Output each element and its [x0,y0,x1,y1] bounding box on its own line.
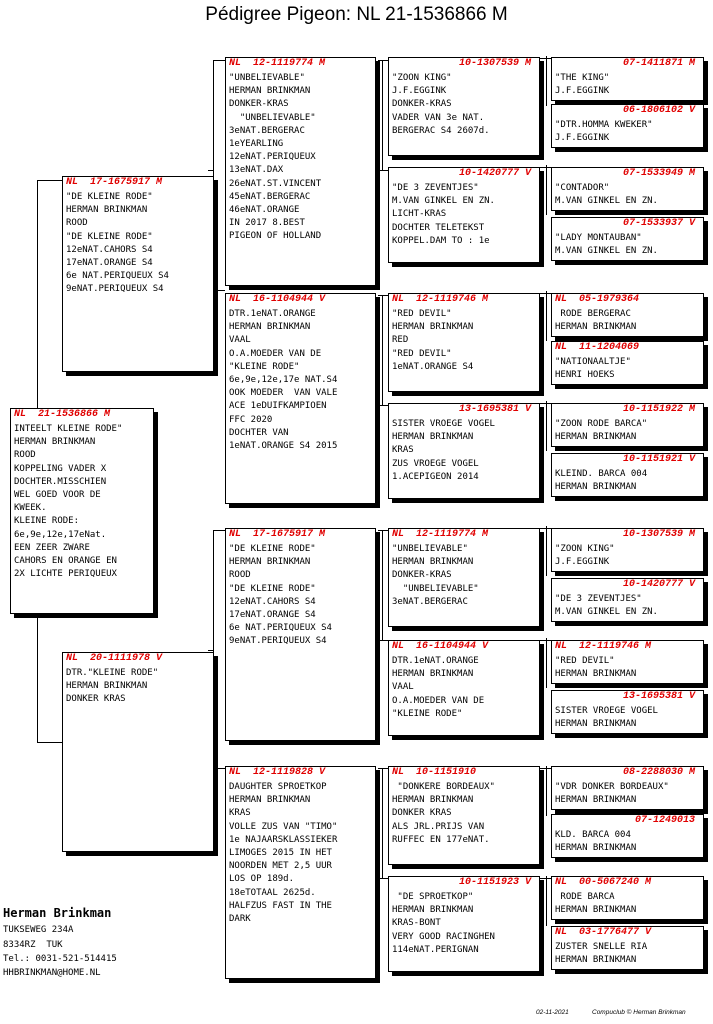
great-grandparent-card [388,57,540,156]
pigeon-details [63,665,213,707]
pigeon-details [389,70,539,138]
ring-number: 07-1533949 M [622,168,695,179]
detail-line: DONKER-KRAS [392,99,452,110]
detail-line: J.F.EGGINK [555,133,610,144]
connector-line [378,768,388,769]
great-grandparent-card [388,293,540,392]
great-great-grandparent-card [551,814,704,858]
detail-line: "KLEINE RODE" [392,708,463,719]
pigeon-details [552,230,703,258]
ring-number: NL 17-1675917 M [229,529,326,540]
detail-line: CAHORS EN ORANGE EN [14,556,117,567]
detail-line: "DE SPROETKOP" [392,892,474,902]
detail-line: "UNBELIEVABLE" [229,73,305,83]
detail-line: HERMAN BRINKMAN [392,669,474,680]
detail-line: "ZOON KING" [392,73,452,83]
detail-line: ZUSTER SNELLE RIA [555,942,648,952]
connector-line [546,526,547,576]
detail-line: "DE KLEINE RODE" [229,544,316,554]
detail-line: HERMAN BRINKMAN [555,905,637,916]
great-great-grandparent-card [551,876,704,920]
detail-line: DAUGHTER SPROETKOP [229,782,327,792]
detail-line: 12eNAT.CAHORS S4 [229,596,316,607]
detail-line: KLD. BARCA 004 [555,830,631,840]
detail-line: 3eNAT.BERGERAC [229,125,305,136]
ring-number: NL 17-1675917 M [66,177,163,188]
detail-line: KOPPELING VADER X [14,463,107,474]
detail-line: "RED DEVIL" [555,656,615,666]
connector-line [382,530,383,641]
ring-number: 10-1307539 M [622,529,695,540]
detail-line: ZUS VROEGE VOGEL [392,458,479,469]
great-great-grandparent-card [551,690,704,734]
footer-date: 02-11-2021 [536,1009,569,1016]
connector-line [546,876,547,926]
detail-line: HERMAN BRINKMAN [555,482,637,493]
connector-line [213,290,225,291]
pigeon-details [226,70,375,244]
detail-line: 9eNAT.PERIQUEUX S4 [66,284,164,295]
great-great-grandparent-card [551,104,704,148]
subject-pigeon-card [10,408,154,614]
pigeon-details [552,541,703,569]
connector-line [378,530,388,531]
ring-number: 06-1806102 V [622,105,695,116]
detail-line: KWEEK. [14,503,47,514]
connector-line [382,295,383,406]
great-great-grandparent-card [551,217,704,261]
great-grandparent-card [388,640,540,736]
ring-number: 13-1695381 V [458,404,531,415]
ring-number: NL 05-1979364 [555,294,640,305]
pigeon-details [552,703,703,731]
detail-line: "UNBELIEVABLE" [392,544,468,554]
ring-number: 10-1151922 M [622,404,695,415]
detail-line: HERMAN BRINKMAN [392,322,474,333]
detail-line: PIGEON OF HOLLAND [229,231,322,242]
connector-line [37,742,62,743]
owner-street: TUKSEWEG 234A [3,925,74,935]
connector-line [378,405,388,406]
detail-line: 46eNAT.ORANGE [229,205,300,216]
ring-number: NL 16-1104944 V [392,641,489,652]
connector-line [378,60,388,61]
detail-line: HERMAN BRINKMAN [14,437,96,448]
detail-line: ALS JRL.PRIJS VAN [392,821,485,832]
detail-line: ACE 1eDUIFKAMPIOEN [229,401,327,412]
detail-line: 13eNAT.DAX [229,165,284,176]
pigeon-details [552,827,703,855]
detail-line: WEL GOED VOOR DE [14,490,101,501]
pigeon-details [389,779,539,847]
detail-line: RUFFEC EN 177eNAT. [392,834,490,845]
detail-line: J.F.EGGINK [555,557,610,568]
ring-number: NL 21-1536866 M [14,409,111,420]
detail-line: VERY GOOD RACINGHEN [392,931,495,942]
pigeon-details [552,591,703,619]
detail-line: HERMAN BRINKMAN [555,719,637,730]
detail-line: "RED DEVIL" [392,348,452,359]
connector-line [37,180,38,408]
ring-number: 10-1420777 V [458,168,531,179]
connector-line [382,60,383,171]
detail-line: SISTER VROEGE VOGEL [392,419,495,429]
detail-line: DONKER-KRAS [392,570,452,581]
detail-line: OOK MOEDER VAN VALE [229,388,338,399]
detail-line: 17eNAT.ORANGE S4 [229,610,316,621]
detail-line: M.VAN GINKEL EN ZN. [555,246,658,257]
ring-number: NL 12-1119828 V [229,767,326,778]
detail-line: DOCHTER VAN [229,427,289,438]
detail-line: ROOD [229,570,251,581]
pigeon-details [552,354,703,382]
pigeon-details [552,70,703,98]
ring-number: 08-2288030 M [622,767,695,778]
ring-number: NL 12-1119746 M [392,294,489,305]
detail-line: "ZOON RODE BARCA" [555,419,648,429]
sire-card [62,176,214,372]
detail-line: HERMAN BRINKMAN [555,322,637,333]
great-grandparent-card [388,876,540,972]
detail-line: O.A.MOEDER VAN DE [229,348,322,359]
detail-line: 1.ACEPIGEON 2014 [392,471,479,482]
great-great-grandparent-card [551,528,704,572]
detail-line: FFC 2020 [229,414,273,425]
detail-line: KRAS [229,808,251,819]
detail-line: EEN ZEER ZWARE [14,542,90,553]
detail-line: HERMAN BRINKMAN [392,557,474,568]
connector-line [378,295,388,296]
detail-line: M.VAN GINKEL EN ZN. [555,607,658,618]
connector-line [37,618,38,742]
detail-line: KLEIND. BARCA 004 [555,469,648,479]
detail-line: VADER VAN 3e NAT. [392,112,485,123]
connector-line [378,640,388,641]
pigeon-details [552,939,703,967]
detail-line: ROOD [66,218,88,229]
detail-line: M.VAN GINKEL EN ZN. [555,196,658,207]
detail-line: M.VAN GINKEL EN ZN. [392,196,495,207]
detail-line: KLEINE RODE: [14,516,80,527]
pigeon-details [389,306,539,374]
connector-line [546,766,547,816]
connector-line [546,165,547,215]
connector-line [382,768,383,879]
detail-line: HERMAN BRINKMAN [555,795,637,806]
detail-line: BERGERAC S4 2607d. [392,125,490,136]
pigeon-details [63,189,213,297]
connector-line [208,170,214,171]
pigeon-details [552,416,703,444]
ring-number: NL 03-1776477 V [555,927,652,938]
ring-number: NL 12-1119746 M [555,641,652,652]
ring-number: 10-1151923 V [458,877,531,888]
pigeon-details [389,541,539,609]
connector-line [213,60,225,61]
pigeon-details [389,653,539,721]
detail-line: 12eNAT.CAHORS S4 [66,244,153,255]
grandparent-card [225,766,376,979]
detail-line: DONKER-KRAS [229,99,289,110]
detail-line: HERMAN BRINKMAN [555,432,637,443]
connector-line [546,638,547,688]
ring-number: NL 16-1104944 V [229,294,326,305]
grandparent-card [225,528,376,741]
detail-line: 6e NAT.PERIQUEUX S4 [66,271,169,282]
pigeon-details [389,416,539,484]
detail-line: IN 2017 8.BEST [229,218,305,229]
detail-line: 114eNAT.PERIGNAN [392,944,479,955]
connector-line [37,180,62,181]
detail-line: HERMAN BRINKMAN [392,795,474,806]
great-great-grandparent-card [551,167,704,211]
great-great-grandparent-card [551,766,704,810]
pigeon-details [226,779,375,926]
great-great-grandparent-card [551,453,704,497]
detail-line: "DE 3 ZEVENTJES" [392,183,479,193]
detail-line: DONKER KRAS [66,694,126,705]
grandparent-card [225,293,376,504]
detail-line: INTEELT KLEINE RODE" [14,424,123,434]
detail-line: 2X LICHTE PERIQUEUX [14,569,117,580]
detail-line: DOCHTER.MISSCHIEN [14,476,107,487]
detail-line: "KLEINE RODE" [229,361,300,372]
detail-line: HERMAN BRINKMAN [555,843,637,854]
detail-line: DTR."KLEINE RODE" [66,668,159,678]
detail-line: RED [392,335,409,346]
detail-line: "DONKERE BORDEAUX" [392,782,495,792]
detail-line: "CONTADOR" [555,183,610,193]
ring-number: 10-1307539 M [458,58,531,69]
owner-phone: Tel.: 0031-521-514415 [3,954,117,964]
detail-line: HERMAN BRINKMAN [229,322,311,333]
detail-line: J.F.EGGINK [555,86,610,97]
pigeon-details [552,180,703,208]
detail-line: 1eNAT.ORANGE S4 [392,361,474,372]
connector-line [378,878,388,879]
great-great-grandparent-card [551,926,704,970]
detail-line: KOPPEL.DAM TO : 1e [392,235,490,246]
detail-line: 6e,9e,12e,17e NAT.S4 [229,375,338,386]
ring-number: NL 11-1204069 [555,342,640,353]
detail-line: "VDR DONKER BORDEAUX" [555,782,669,792]
great-great-grandparent-card [551,293,704,337]
ring-number: 07-1249013 [634,815,695,826]
great-great-grandparent-card [551,578,704,622]
pigeon-details [389,180,539,248]
connector-line [546,291,547,341]
detail-line: "LADY MONTAUBAN" [555,233,642,243]
ring-number: NL 00-5067240 M [555,877,652,888]
detail-line: VOLLE ZUS VAN "TIMO" [229,821,338,832]
detail-line: DONKER KRAS [392,808,452,819]
detail-line: HERMAN BRINKMAN [229,795,311,806]
detail-line: "DE KLEINE RODE" [229,583,316,594]
detail-line: 3eNAT.BERGERAC [392,596,468,607]
detail-line: HERMAN BRINKMAN [555,669,637,680]
detail-line: HALFZUS FAST IN THE [229,900,332,911]
ring-number: NL 10-1151910 [392,767,477,778]
pigeon-details [552,779,703,807]
detail-line: HERMAN BRINKMAN [229,557,311,568]
pigeon-details [552,889,703,917]
detail-line: "UNBELIEVABLE" [392,583,479,594]
detail-line: HERMAN BRINKMAN [392,905,474,916]
detail-line: SISTER VROEGE VOGEL [555,706,658,716]
detail-line: 26eNAT.ST.VINCENT [229,178,322,189]
detail-line: RODE BARCA [555,892,615,902]
great-grandparent-card [388,403,540,499]
footer-credit: Compuclub © Herman Brinkman [592,1009,686,1016]
detail-line: 6e,9e,12e,17eNat. [14,529,107,540]
detail-line: 1eNAT.ORANGE S4 2015 [229,441,338,452]
pigeon-details [552,653,703,681]
owner-email: HHBRINKMAN@HOME.NL [3,968,101,978]
detail-line: DTR.1eNAT.ORANGE [229,309,316,319]
ring-number: 10-1420777 V [622,579,695,590]
detail-line: HERMAN BRINKMAN [392,432,474,443]
detail-line: "DE 3 ZEVENTJES" [555,594,642,604]
connector-line [546,401,547,451]
great-great-grandparent-card [551,341,704,385]
detail-line: O.A.MOEDER VAN DE [392,695,485,706]
detail-line: DARK [229,914,251,925]
great-grandparent-card [388,528,540,627]
detail-line: "RED DEVIL" [392,309,452,319]
great-great-grandparent-card [551,57,704,101]
connector-line [213,530,225,531]
detail-line: LICHT-KRAS [392,209,447,220]
detail-line: "ZOON KING" [555,544,615,554]
detail-line: DTR.1eNAT.ORANGE [392,656,479,666]
ring-number: NL 20-1111978 V [66,653,163,664]
detail-line: 9eNAT.PERIQUEUX S4 [229,636,327,647]
detail-line: 18eTOTAAL 2625d. [229,887,316,898]
detail-line: 12eNAT.PERIQUEUX [229,152,316,163]
ring-number: NL 12-1119774 M [392,529,489,540]
detail-line: HERMAN BRINKMAN [555,955,637,966]
ring-number: 13-1695381 V [622,691,695,702]
pigeon-details [552,466,703,494]
dam-card [62,652,214,852]
detail-line: 45eNAT.BERGERAC [229,191,311,202]
ring-number: NL 12-1119774 M [229,58,326,69]
grandparent-card [225,57,376,286]
ring-number: 07-1533937 V [622,218,695,229]
pigeon-details [552,306,703,334]
connector-line [546,56,547,106]
pigeon-details [389,889,539,957]
ring-number: 07-1411871 M [622,58,695,69]
detail-line: HERMAN BRINKMAN [66,681,148,692]
great-grandparent-card [388,167,540,263]
detail-line: HERMAN BRINKMAN [66,205,148,216]
pigeon-details [11,421,153,581]
owner-city: 8334RZ TUK [3,940,63,950]
pigeon-details [552,117,703,145]
detail-line: RODE BERGERAC [555,309,631,319]
detail-line: VAAL [392,682,414,693]
great-grandparent-card [388,766,540,865]
great-great-grandparent-card [551,640,704,684]
detail-line: J.F.EGGINK [392,86,447,97]
great-great-grandparent-card [551,403,704,447]
detail-line: HERMAN BRINKMAN [229,86,311,97]
pigeon-details [226,541,375,649]
detail-line: VAAL [229,335,251,346]
detail-line: LIMOGES 2015 IN HET [229,848,332,859]
detail-line: "UNBELIEVABLE" [229,112,316,123]
connector-line [208,650,214,651]
detail-line: LOS OP 189d. [229,874,295,885]
detail-line: ROOD [14,450,36,461]
detail-line: "DTR.HOMMA KWEKER" [555,120,653,130]
detail-line: "NATIONAALTJE" [555,357,631,367]
pigeon-details [226,306,375,453]
detail-line: 17eNAT.ORANGE S4 [66,258,153,269]
detail-line: "DE KLEINE RODE" [66,192,153,202]
ring-number: 10-1151921 V [622,454,695,465]
detail-line: HENRI HOEKS [555,370,615,381]
page-title: Pédigree Pigeon: NL 21-1536866 M [205,4,508,25]
detail-line: NOORDEN MET 2,5 UUR [229,861,332,872]
detail-line: KRAS [392,445,414,456]
detail-line: "THE KING" [555,73,610,83]
detail-line: KRAS-BONT [392,918,441,929]
detail-line: 1e NAJAARSKLASSIEKER [229,834,338,845]
detail-line: 1eYEARLING [229,139,284,150]
connector-line [378,170,388,171]
detail-line: "DE KLEINE RODE" [66,231,153,242]
owner-name: Herman Brinkman [3,906,112,920]
detail-line: 6e NAT.PERIQUEUX S4 [229,623,332,634]
detail-line: DOCHTER TELETEKST [392,222,485,233]
connector-line [213,768,225,769]
